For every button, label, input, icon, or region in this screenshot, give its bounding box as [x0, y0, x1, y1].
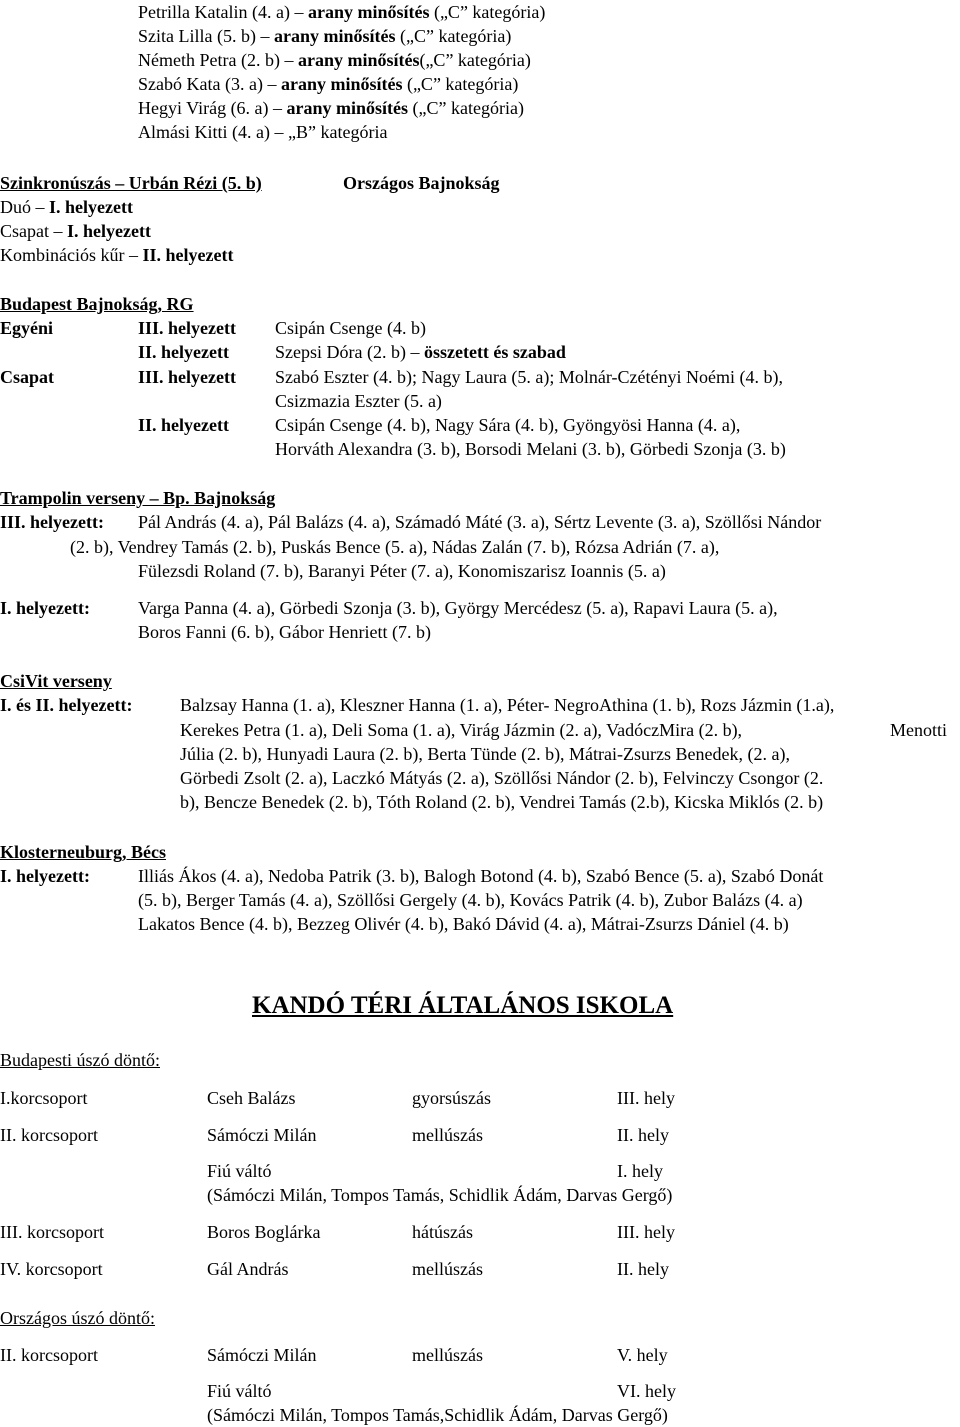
swim-name: Boros Boglárka: [207, 1222, 321, 1242]
trampolin-names: Pál András (4. a), Pál Balázs (4. a), Számadó Máté (3. a), Sértz Levente (3. a), Szöllősi Nándor: [138, 512, 822, 532]
swim-name: Fiú váltó: [207, 1381, 272, 1401]
top-list-item: Petrilla Katalin (4. a) – arany minősítés („C” kategória): [138, 2, 546, 22]
synchro-row: Csapat – I. helyezett: [0, 221, 151, 241]
relay-members: (Sámóczi Milán, Tompos Tamás,Schidlik Ádám, Darvas Gergő): [207, 1405, 668, 1425]
swim-place: II. hely: [617, 1259, 669, 1279]
top-list-item: Hegyi Virág (6. a) – arany minősítés („C” kategória): [138, 98, 524, 118]
swim-event: gyorsúszás: [412, 1088, 491, 1108]
top-list-item: Németh Petra (2. b) – arany minősítés(„C” kategória): [138, 50, 531, 70]
csivit-names: Balzsay Hanna (1. a), Kleszner Hanna (1. a), Péter- NegroAthina (1. b), Rozs Jázmin (1.a),: [180, 695, 835, 715]
swim-place: II. hely: [617, 1125, 669, 1145]
synchro-row: Duó – I. helyezett: [0, 197, 133, 217]
trampolin-names: (2. b), Vendrey Tamás (2. b), Puskás Bence (5. a), Nádas Zalán (7. b), Rózsa Adrián (7. a),: [70, 537, 720, 557]
swim-place: I. hely: [617, 1161, 663, 1181]
swim-category: I.korcsoport: [0, 1088, 88, 1108]
swim-event: mellúszás: [412, 1259, 483, 1279]
trampolin-names: Boros Fanni (6. b), Gábor Henriett (7. b): [138, 622, 431, 642]
top-list-item: Szabó Kata (3. a) – arany minősítés („C” kategória): [138, 74, 519, 94]
csivit-names: Kerekes Petra (1. a), Deli Soma (1. a), Virág Jázmin (2. a), VadóczMira (2. b),: [180, 720, 743, 740]
swim-place: III. hely: [617, 1088, 675, 1108]
kloster-place: I. helyezett:: [0, 866, 90, 886]
swim-event: mellúszás: [412, 1345, 483, 1365]
kloster-heading: Klosterneuburg, Bécs: [0, 842, 166, 862]
trampolin-place: III. helyezett:: [0, 512, 104, 532]
rg-result: Szabó Eszter (4. b); Nagy Laura (5. a); Molnár-Czétényi Noémi (4. b),: [275, 367, 783, 387]
csivit-names: Menotti: [890, 720, 947, 740]
relay-members: (Sámóczi Milán, Tompos Tamás, Schidlik Ádám, Darvas Gergő): [207, 1185, 673, 1205]
rg-csapat-label: Csapat: [0, 367, 55, 387]
swim-name: Sámóczi Milán: [207, 1345, 317, 1365]
swim-name: Sámóczi Milán: [207, 1125, 317, 1145]
synchro-competition: Országos Bajnokság: [343, 173, 500, 193]
rg-place: III. helyezett: [138, 318, 236, 338]
swim-place: VI. hely: [617, 1381, 676, 1401]
swim-place: III. hely: [617, 1222, 675, 1242]
bp-swim-heading: Budapesti úszó döntő:: [0, 1050, 160, 1070]
swim-category: IV. korcsoport: [0, 1259, 103, 1279]
school-title: KANDÓ TÉRI ÁLTALÁNOS ISKOLA: [252, 992, 674, 1019]
swim-category: III. korcsoport: [0, 1222, 104, 1242]
trampolin-names: Varga Panna (4. a), Görbedi Szonja (3. b), György Mercédesz (5. a), Rapavi Laura (5. a),: [138, 598, 778, 618]
synchro-heading: Szinkronúszás – Urbán Rézi (5. b): [0, 173, 262, 193]
rg-egyeni-label: Egyéni: [0, 318, 54, 338]
synchro-row: Kombinációs kűr – II. helyezett: [0, 245, 234, 265]
swim-category: II. korcsoport: [0, 1125, 98, 1145]
csivit-place: I. és II. helyezett:: [0, 695, 133, 715]
trampolin-place: I. helyezett:: [0, 598, 90, 618]
csivit-names: Júlia (2. b), Hunyadi Laura (2. b), Berta Tünde (2. b), Mátrai-Zsurzs Benedek, (2. a),: [180, 744, 790, 764]
kloster-names: Lakatos Bence (4. b), Bezzeg Olivér (4. b), Bakó Dávid (4. a), Mátrai-Zsurzs Dániel (4. b): [138, 914, 789, 934]
top-list-item: Szita Lilla (5. b) – arany minősítés („C” kategória): [138, 26, 512, 46]
swim-event: mellúszás: [412, 1125, 483, 1145]
rg-heading: Budapest Bajnokság, RG: [0, 294, 194, 314]
swim-event: hátúszás: [412, 1222, 473, 1242]
trampolin-names: Fülezsdi Roland (7. b), Baranyi Péter (7. a), Konomiszarisz Ioannis (5. a): [138, 561, 666, 581]
trampolin-heading: Trampolin verseny – Bp. Bajnokság: [0, 488, 276, 508]
rg-place: III. helyezett: [138, 367, 236, 387]
swim-name: Fiú váltó: [207, 1161, 272, 1181]
rg-result: Csipán Csenge (4. b): [275, 318, 426, 338]
rg-place: II. helyezett: [138, 342, 229, 362]
swim-name: Gál András: [207, 1259, 289, 1279]
rg-result: Csizmazia Eszter (5. a): [275, 391, 442, 411]
rg-result: Szepsi Dóra (2. b) – összetett és szabad: [275, 342, 566, 362]
csivit-heading: CsiVit verseny: [0, 671, 112, 691]
csivit-names: Görbedi Zsolt (2. a), Laczkó Mátyás (2. a), Szöllősi Nándor (2. b), Felvinczy Csongor (2.: [180, 768, 824, 788]
rg-place: II. helyezett: [138, 415, 229, 435]
nat-swim-heading: Országos úszó döntő:: [0, 1308, 155, 1328]
kloster-names: Illiás Ákos (4. a), Nedoba Patrik (3. b), Balogh Botond (4. b), Szabó Bence (5. a), Szabó Donát: [138, 866, 824, 886]
kloster-names: (5. b), Berger Tamás (4. a), Szöllősi Gergely (4. b), Kovács Patrik (4. b), Zubor Balázs (4. a): [138, 890, 803, 910]
csivit-names: b), Bencze Benedek (2. b), Tóth Roland (2. b), Vendrei Tamás (2.b), Kicska Miklós (2. b): [180, 792, 824, 812]
rg-result: Csipán Csenge (4. b), Nagy Sára (4. b), Gyöngyösi Hanna (4. a),: [275, 415, 741, 435]
swim-place: V. hely: [617, 1345, 668, 1365]
rg-result: Horváth Alexandra (3. b), Borsodi Melani (3. b), Görbedi Szonja (3. b): [275, 439, 786, 459]
top-list-item: Almási Kitti (4. a) – „B” kategória: [138, 122, 388, 142]
swim-name: Cseh Balázs: [207, 1088, 296, 1108]
swim-category: II. korcsoport: [0, 1345, 98, 1365]
